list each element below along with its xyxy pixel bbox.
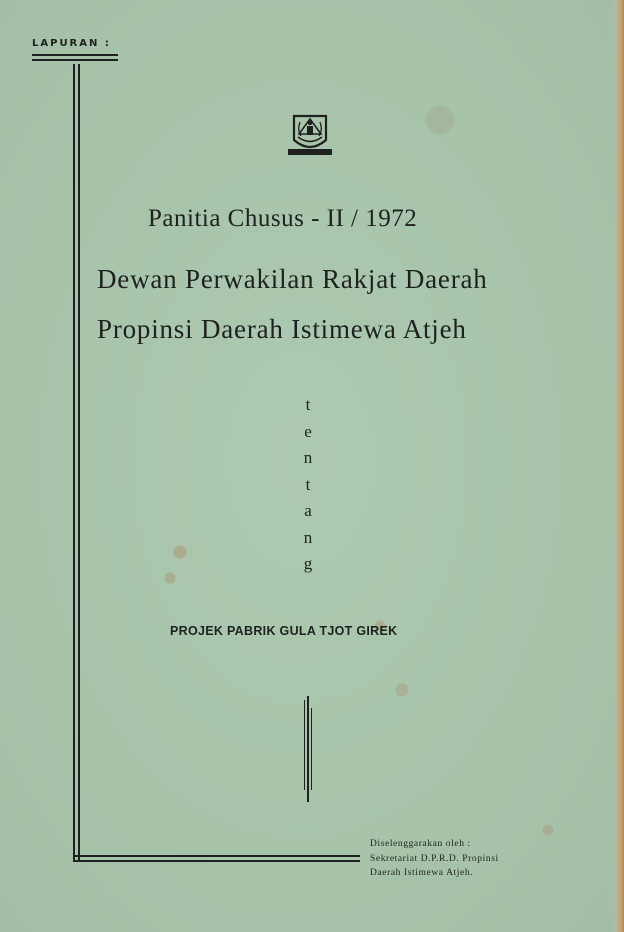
vertical-letter: t — [305, 395, 311, 414]
project-subject: PROJEK PABRIK GULA TJOT GIREK — [170, 624, 398, 638]
organizer-line: Diselenggarakan oleh : — [370, 839, 471, 849]
bottom-rule-2 — [73, 860, 360, 862]
vertical-letter: e — [304, 421, 312, 441]
vertical-letter: n — [303, 527, 313, 547]
vertical-word-tentang — [296, 392, 320, 578]
organizer-line: Sekretariat D.P.R.D. Propinsi — [370, 853, 499, 864]
top-rule — [32, 54, 118, 56]
committee-title: Panitia Chusus - II / 1972 — [148, 205, 418, 232]
vertical-letter: a — [304, 501, 312, 520]
council-title: Dewan Perwakilan Rakjat Daerah — [97, 264, 488, 294]
left-rule-2 — [78, 64, 80, 860]
center-rule — [304, 700, 305, 790]
center-rule-2 — [307, 696, 309, 802]
aceh-emblem-icon — [286, 110, 334, 158]
organizer-block — [370, 837, 499, 881]
vertical-letter: n — [303, 448, 313, 467]
vertical-letter: g — [303, 554, 313, 573]
bottom-rule — [73, 855, 360, 857]
paper-edge — [614, 0, 624, 932]
center-rule-3 — [311, 708, 312, 790]
organizer-line: Daerah Istimewa Atjeh. — [370, 868, 474, 878]
vertical-letter: t — [305, 474, 311, 494]
report-label: LAPURAN : — [32, 38, 111, 49]
top-rule-2 — [32, 59, 118, 61]
province-title: Propinsi Daerah Istimewa Atjeh — [97, 314, 467, 344]
left-rule — [73, 64, 75, 860]
